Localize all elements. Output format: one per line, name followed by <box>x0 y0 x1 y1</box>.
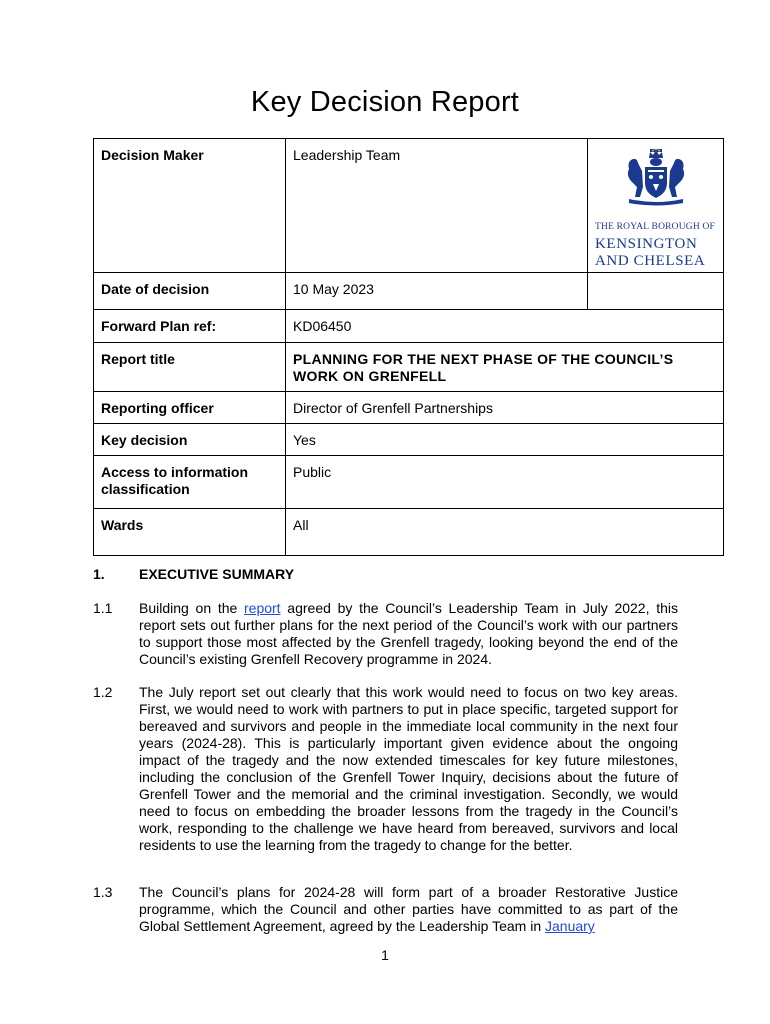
page-title: Key Decision Report <box>250 86 520 118</box>
table-row <box>94 343 724 392</box>
section-title: EXECUTIVE SUMMARY <box>139 566 295 582</box>
logo-line-2: KENSINGTON <box>595 236 698 252</box>
table-row <box>94 456 724 509</box>
date-label: Date of decision <box>94 273 286 310</box>
paragraph-text: The July report set out clearly that this work would need to focus on two key areas. First, we would need to work with partners to put in place specific, targeted support for bereaved and survivors and people in the immediate local community in the next four years (2024-28). This is particularly important given evidence about the ongoing impact of the tragedy and the now extended timescales for key future milestones, including the conclusion of the Grenfell Tower Inquiry, decisions about the future of Grenfell Tower and the memorial and the criminal investigation. Secondly, we would need to focus on embedding the broader lessons from the tragedy in the Council’s work, responding to the challenge we have heard from bereaved, survivors and local residents to use the learning from the tragedy to change for the better. <box>139 684 678 853</box>
paragraph-1-1 <box>93 600 678 668</box>
date-value: 10 May 2023 <box>286 273 588 310</box>
table-row <box>94 392 724 424</box>
paragraph-number: 1.3 <box>93 884 113 900</box>
paragraph-number: 1.1 <box>93 600 113 616</box>
council-logo <box>588 139 724 273</box>
empty-cell <box>588 273 724 310</box>
paragraph-text <box>139 884 678 935</box>
wards-value: All <box>286 509 724 556</box>
paragraph-1-3 <box>93 884 678 935</box>
paragraph-1-2 <box>93 684 678 854</box>
paragraph-number: 1.2 <box>93 684 113 700</box>
key-decision-value: Yes <box>286 424 724 456</box>
table-row <box>94 424 724 456</box>
table-row <box>94 273 724 310</box>
key-decision-label: Key decision <box>94 424 286 456</box>
table-row <box>94 310 724 343</box>
section-heading <box>93 566 294 583</box>
reporting-officer-value: Director of Grenfell Partnerships <box>286 392 724 424</box>
logo-line-1: THE ROYAL BOROUGH OF <box>595 222 716 232</box>
reporting-officer-label: Reporting officer <box>94 392 286 424</box>
january-link[interactable]: January <box>545 918 595 934</box>
report-title-value: PLANNING FOR THE NEXT PHASE OF THE COUNCIL’S WORK ON GRENFELL <box>286 343 724 392</box>
wards-label: Wards <box>94 509 286 556</box>
paragraph-text-run: Building on the <box>139 600 244 616</box>
access-classification-label: Access to information classification <box>94 456 286 509</box>
forward-plan-value: KD06450 <box>286 310 724 343</box>
paragraph-text-run: agreed by the Council’s Leadership Team in July 2022, this report sets out further plans for the next period of the Council’s work with our partners to support those most affected by the Grenfell tragedy, looking beyond the end of the Council’s existing Grenfell Recovery programme in 2024. <box>139 600 678 667</box>
decision-metadata-table <box>93 138 724 556</box>
paragraph-text <box>139 600 678 668</box>
page-number: 1 <box>381 947 389 963</box>
table-row <box>94 509 724 556</box>
section-number: 1. <box>93 566 105 582</box>
forward-plan-label: Forward Plan ref: <box>94 310 286 343</box>
report-link[interactable]: report <box>244 600 281 616</box>
decision-maker-value: Leadership Team <box>286 139 588 273</box>
decision-maker-label: Decision Maker <box>94 139 286 273</box>
table-row <box>94 139 724 273</box>
paragraph-text-run: The Council’s plans for 2024-28 will form part of a broader Restorative Justice programme, which the Council and other parties have committed to as part of the Global Settlement Agreement, agreed by the Leadership Team in <box>139 884 678 934</box>
report-title-label: Report title <box>94 343 286 392</box>
coat-of-arms-icon <box>623 147 689 209</box>
access-classification-value: Public <box>286 456 724 509</box>
logo-line-3: AND CHELSEA <box>595 253 706 269</box>
